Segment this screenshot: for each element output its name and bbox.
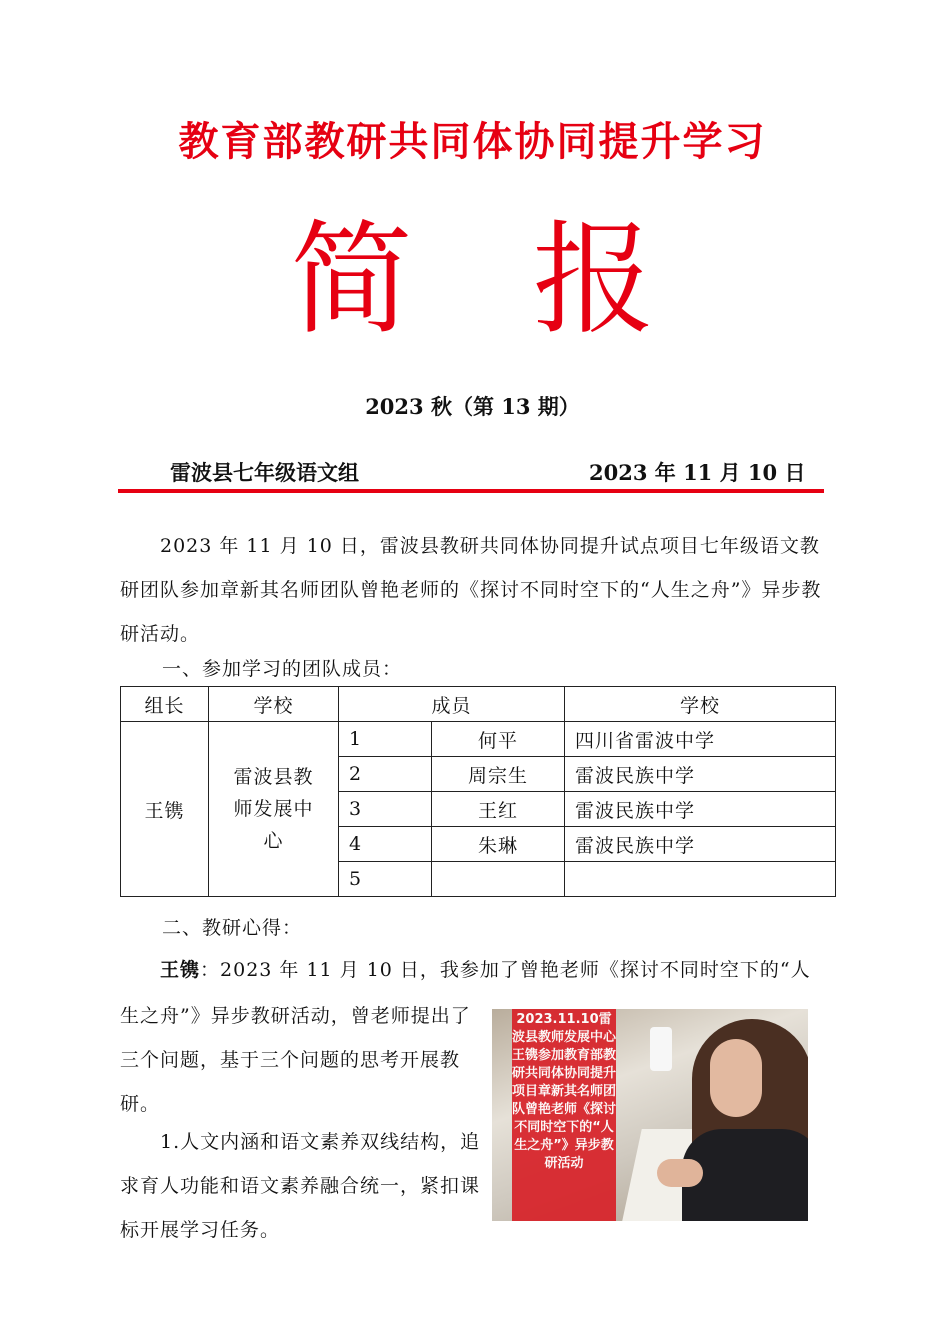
members-table <box>120 686 836 897</box>
member-school: 四川省雷波中学 <box>565 722 836 757</box>
table-row <box>121 722 836 757</box>
photo-person-face <box>710 1039 762 1117</box>
member-name <box>432 862 565 897</box>
leader-cell: 王镌 <box>121 722 209 897</box>
leader-school-cell <box>209 722 339 897</box>
member-school: 雷波民族中学 <box>565 757 836 792</box>
intro-paragraph <box>120 524 832 656</box>
member-school: 雷波民族中学 <box>565 792 836 827</box>
table-header-row <box>121 687 836 722</box>
bulletin-title-char-2: 报 <box>532 209 655 351</box>
section-heading-members: 一、参加学习的团队成员： <box>162 658 403 680</box>
member-school: 雷波民族中学 <box>565 827 836 862</box>
member-no: 1 <box>339 722 432 757</box>
reflection-lead-text: ：2023 年 11 月 10 日，我参加了曾艳老师《探讨不同时空下的“人 <box>200 959 811 981</box>
leader-school: 雷波县教师发展中心 <box>233 766 314 852</box>
member-name: 朱琳 <box>432 827 565 862</box>
member-no: 4 <box>339 827 432 862</box>
member-school <box>565 862 836 897</box>
member-name: 周宗生 <box>432 757 565 792</box>
intro-text: 2023 年 11 月 10 日，雷波县教研共同体协同提升试点项目七年级语文教研团队参加章新其名师团队曾艳老师的《探讨不同时空下的“人生之舟”》异步教研活动。 <box>120 535 822 645</box>
photo-caption: 2023.11.10雷波县教师发展中心王镌参加教育部教研共同体协同提升项目章新其名师团队曾艳老师《探讨不同时空下的“人生之舟”》异步教研活动 <box>512 1009 616 1221</box>
reflection-point-1-text: 1.人文内涵和语文素养双线结构，追求育人功能和语文素养融合统一，紧扣课标开展学习任务。 <box>120 1131 481 1241</box>
reflection-author: 王镌 <box>160 959 201 981</box>
header-cell: 学校 <box>565 687 836 722</box>
member-no: 2 <box>339 757 432 792</box>
reflection-continued: 生之舟”》异步教研活动，曾老师提出了三个问题，基于三个问题的思考开展教研。 <box>120 1005 471 1115</box>
header-cell: 组长 <box>121 687 209 722</box>
document-title: 教育部教研共同体协同提升学习 <box>178 118 767 165</box>
member-name: 何平 <box>432 722 565 757</box>
publish-date: 2023 年 11 月 10 日 <box>589 460 806 485</box>
member-no: 3 <box>339 792 432 827</box>
organization: 雷波县七年级语文组 <box>170 460 359 485</box>
reflection-lead <box>120 948 832 992</box>
photo-person-hand <box>657 1159 703 1187</box>
section-heading-reflections: 二、教研心得： <box>162 917 303 939</box>
member-no: 5 <box>339 862 432 897</box>
photo-cup <box>650 1027 672 1071</box>
header-cell: 成员 <box>339 687 565 722</box>
header-divider <box>118 489 824 493</box>
bulletin-title <box>0 205 945 355</box>
issue-number: 2023 秋（第 13 期） <box>365 394 580 419</box>
reflection-point-1 <box>120 1120 484 1252</box>
bulletin-title-char-1: 简 <box>290 209 413 351</box>
header-cell: 学校 <box>209 687 339 722</box>
activity-photo <box>492 1009 808 1221</box>
member-name: 王红 <box>432 792 565 827</box>
